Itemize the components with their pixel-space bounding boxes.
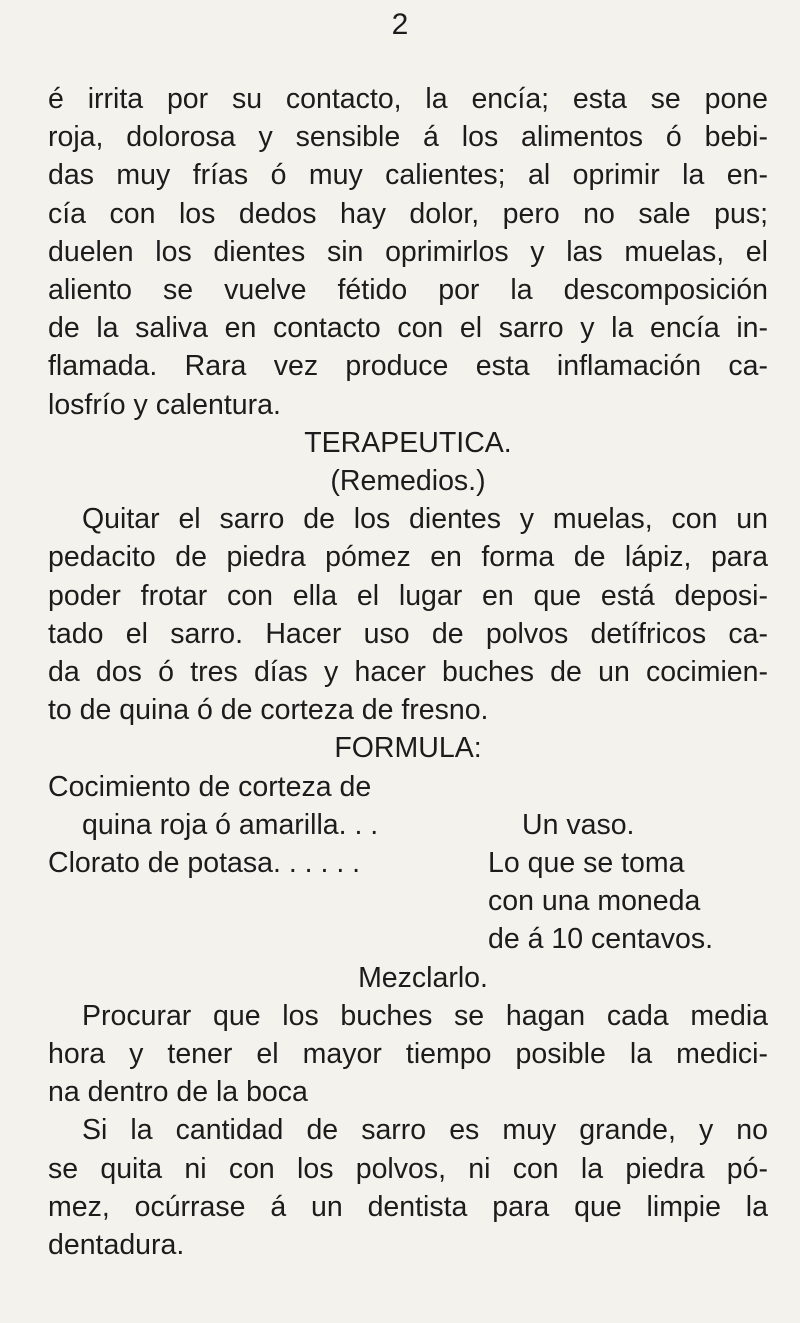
section-subheading-remedios: (Remedios.) (330, 465, 486, 498)
text-line: flamada. Rara vez produce esta inflamación ca- (48, 350, 768, 383)
formula-ingredient-1-line-1: Cocimiento de corteza de (48, 770, 372, 803)
text-line: to de quina ó de corteza de fresno. (48, 694, 489, 727)
page-number: 2 (391, 8, 409, 41)
text-line: aliento se vuelve fétido por la descomposición (48, 274, 768, 307)
text-line: tado el sarro. Hacer uso de polvos detífricos ca- (48, 617, 768, 650)
formula-instruction: Mezclarlo. (358, 961, 488, 994)
text-line: poder frotar con ella el lugar en que está deposi- (48, 579, 768, 612)
section-heading-terapeutica: TERAPEUTICA. (304, 426, 512, 459)
text-line: hora y tener el mayor tiempo posible la medici- (48, 1038, 768, 1071)
formula-ingredient-2: Clorato de potasa. . . . . . (48, 847, 361, 880)
text-line: roja, dolorosa y sensible á los alimentos ó bebi- (48, 121, 768, 154)
text-line: pedacito de piedra pómez en forma de lápiz, para (48, 541, 768, 574)
text-line: das muy frías ó muy calientes; al oprimir la en- (48, 159, 768, 192)
text-line: na dentro de la boca (48, 1076, 308, 1109)
text-line: duelen los dientes sin oprimirlos y las muelas, el (48, 235, 768, 268)
text-line: dentadura. (48, 1229, 185, 1262)
formula-ingredient-1-amount: Un vaso. (522, 808, 635, 841)
text-line: da dos ó tres días y hacer buches de un cocimien- (48, 656, 768, 689)
formula-ingredient-2-amount: Lo que se toma (488, 847, 685, 880)
formula-ingredient-2-amount: de á 10 centavos. (488, 923, 713, 956)
text-line: se quita ni con los polvos, ni con la piedra pó- (48, 1152, 768, 1185)
text-line: mez, ocúrrase á un dentista para que limpie la (48, 1190, 768, 1223)
paragraph-dentist (48, 1111, 768, 1264)
paragraph-symptoms (48, 80, 768, 424)
text-line: é irrita por su contacto, la encía; esta se pone (48, 83, 768, 115)
formula-ingredient-1-line-2: quina roja ó amarilla. . . (82, 808, 379, 841)
formula-row-1 (48, 806, 768, 844)
text-line: Procurar que los buches se hagan cada media (82, 999, 768, 1032)
page-body (48, 80, 768, 1264)
formula-row-2 (48, 844, 768, 882)
paragraph-remedies (48, 500, 768, 729)
text-line: cía con los dedos hay dolor, pero no sale pus; (48, 197, 768, 230)
text-line: de la saliva en contacto con el sarro y la encía in- (48, 312, 768, 345)
formula-block (48, 768, 768, 997)
section-heading-formula: FORMULA: (334, 732, 482, 765)
paragraph-instructions (48, 997, 768, 1112)
text-line: Si la cantidad de sarro es muy grande, y no (82, 1114, 768, 1147)
text-line: losfrío y calentura. (48, 388, 281, 421)
formula-ingredient-2-amount: con una moneda (488, 885, 701, 918)
text-line: Quitar el sarro de los dientes y muelas, con un (82, 503, 768, 536)
